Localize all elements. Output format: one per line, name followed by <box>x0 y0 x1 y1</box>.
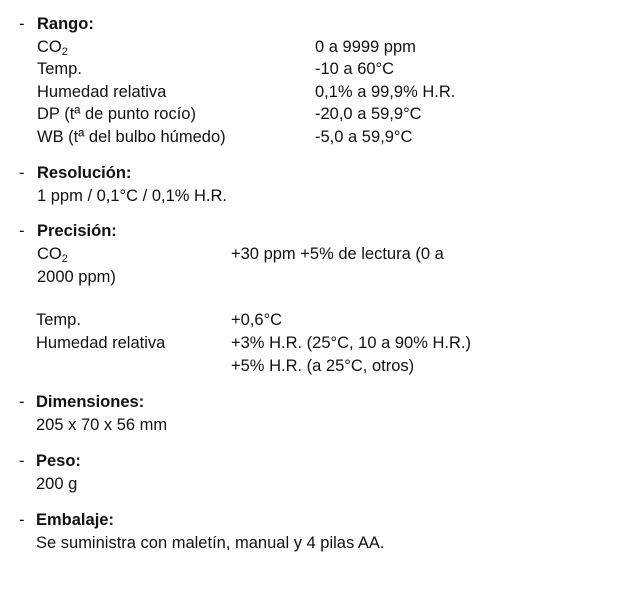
value-co2-precision-cont: 2000 ppm) <box>37 268 116 286</box>
list-dash: - <box>19 393 25 411</box>
text-embalaje: Se suministra con maletín, manual y 4 pilas AA. <box>36 534 385 552</box>
heading-dimensiones: Dimensiones: <box>36 393 145 411</box>
label-temp: Temp. <box>37 60 82 78</box>
list-dash: - <box>19 222 25 240</box>
value-humedad-range: 0,1% a 99,9% H.R. <box>315 83 456 101</box>
value-humedad-precision-1: +3% H.R. (25°C, 10 a 90% H.R.) <box>231 334 471 352</box>
value-co2-range: 0 a 9999 ppm <box>315 38 416 56</box>
label-humedad: Humedad relativa <box>37 83 167 101</box>
heading-rango: Rango: <box>37 15 94 33</box>
label-dp: DP (tª de punto rocío) <box>37 105 196 123</box>
value-temp-precision: +0,6°C <box>231 311 283 329</box>
value-dp-range: -20,0 a 59,9°C <box>315 105 422 123</box>
value-wb-range: -5,0 a 59,9°C <box>315 128 413 146</box>
value-co2-precision: +30 ppm +5% de lectura (0 a <box>231 245 444 263</box>
row-co2 <box>37 36 68 61</box>
value-humedad-precision-2: +5% H.R. (a 25°C, otros) <box>231 357 415 375</box>
list-dash: - <box>19 452 25 470</box>
text-resolucion: 1 ppm / 0,1°C / 0,1% H.R. <box>37 187 228 205</box>
heading-peso: Peso: <box>36 452 81 470</box>
list-dash: - <box>19 511 25 529</box>
heading-embalaje: Embalaje: <box>36 511 114 529</box>
list-dash: - <box>19 15 25 33</box>
label-humedad-precision: Humedad relativa <box>36 334 166 352</box>
list-dash: - <box>19 164 25 182</box>
label-wb: WB (tª del bulbo húmedo) <box>37 128 226 146</box>
label-temp-precision: Temp. <box>36 311 81 329</box>
label-co2-precision: CO2 <box>37 245 68 265</box>
label-co2: CO2 <box>37 38 68 58</box>
text-peso: 200 g <box>36 475 78 493</box>
value-temp-range: -10 a 60°C <box>315 60 395 78</box>
heading-resolucion: Resolución: <box>37 164 132 182</box>
heading-precision: Precisión: <box>37 222 117 240</box>
text-dimensiones: 205 x 70 x 56 mm <box>36 416 168 434</box>
